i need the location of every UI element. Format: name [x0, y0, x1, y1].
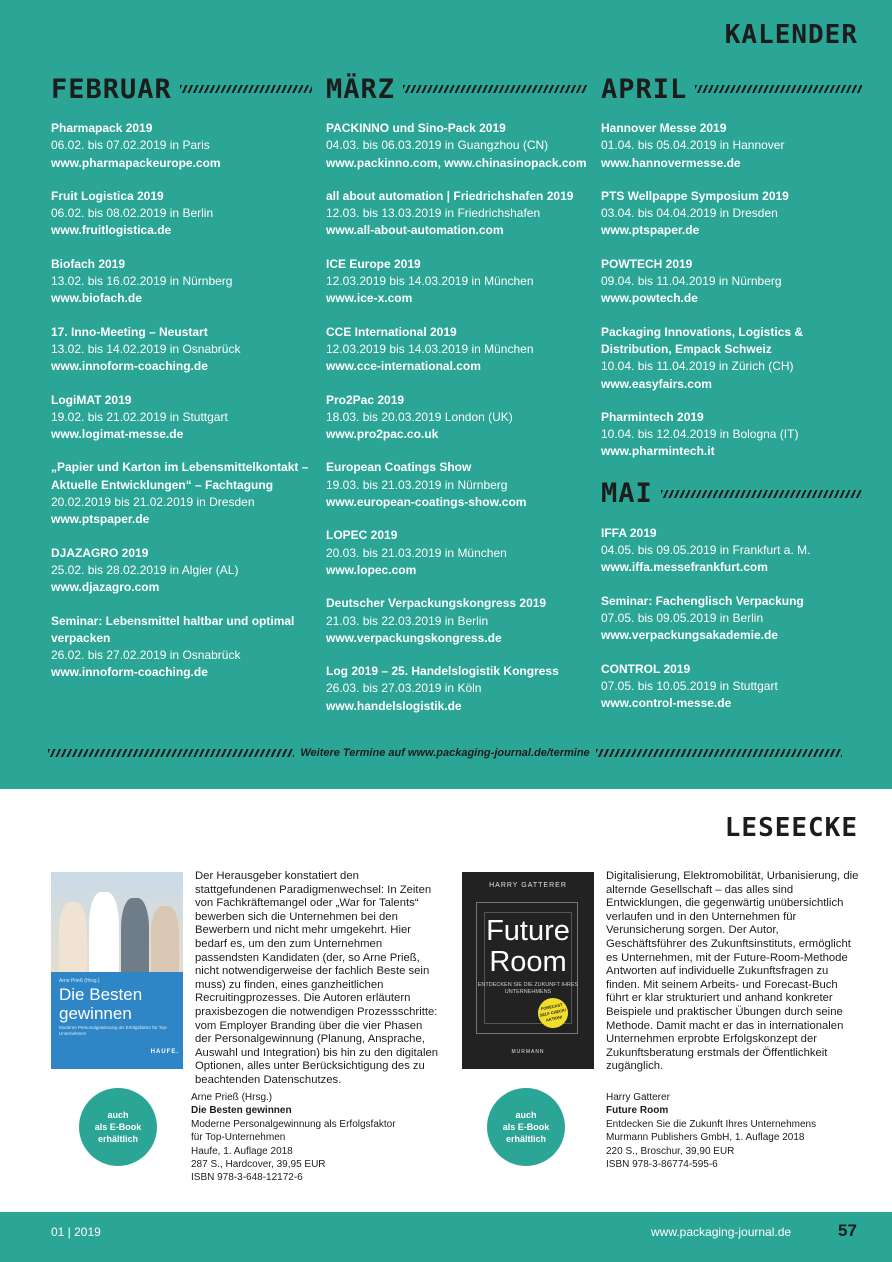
event-item: [326, 459, 591, 511]
book-subtitle: Moderne Personalgewinnung als Erfolgsfaktor: [191, 1118, 396, 1130]
event-date: 13.02. bis 16.02.2019 in Nürnberg: [51, 274, 233, 289]
cover-title: Die Besten gewinnen: [59, 985, 143, 1023]
event-title: POWTECH 2019: [601, 256, 693, 271]
book-format-price: 287 S., Hardcover, 39,95 EUR: [191, 1159, 326, 1171]
event-date: 25.02. bis 28.02.2019 in Algier (AL): [51, 562, 239, 577]
event-link[interactable]: www.pharmapackeurope.com: [51, 155, 221, 170]
publisher-logo: MURMANN: [511, 1049, 545, 1055]
event-date: 20.03. bis 21.03.2019 in München: [326, 545, 507, 560]
event-title: Packaging Innovations, Logistics & Distribution, Empack Schweiz: [601, 324, 804, 356]
event-title: PTS Wellpappe Symposium 2019: [601, 188, 789, 203]
publisher-logo: HAUFE.: [150, 1049, 179, 1055]
event-title: „Papier und Karton im Lebensmittelkontakt – Aktuelle Entwicklungen“ – Fachtagung: [51, 460, 309, 492]
book-subtitle: Entdecken Sie die Zukunft Ihres Unternehmens: [606, 1118, 817, 1130]
event-date: 06.02. bis 08.02.2019 in Berlin: [51, 206, 214, 221]
event-title: LogiMAT 2019: [51, 392, 132, 407]
book-isbn: ISBN 978-3-86774-595-6: [606, 1159, 718, 1171]
month-header: [326, 72, 591, 106]
page-number: 57: [838, 1221, 857, 1240]
cover-subtitle: Moderne Personalgewinnung als Erfolgsfaktor für Top-Unternehmen: [59, 1025, 168, 1036]
cover-sticker: FORECAST SELF CHECK! AKTION!: [535, 995, 571, 1031]
event-link[interactable]: www.ice-x.com: [326, 291, 413, 306]
event-date: 10.04. bis 11.04.2019 in Zürich (CH): [601, 359, 794, 374]
event-item: [51, 120, 316, 172]
event-title: European Coatings Show: [326, 460, 472, 475]
book-review-text: Der Herausgeber konstatiert den stattgefundenen Paradigmenwechsel: In Zeiten von Fachkräftemangel oder „War for Talents“ bewerben sich die Unternehmen bei den Bewerbern und nicht mehr umgekehrt. Hier bedarf es, um den zum Unternehmen passendsten Kandidaten (der, so Arne Prieß, nicht notwendigerweise der fachlich Beste sein muss) zu finden, eines ganzheitlichen Recruitingprozesses. Die Autoren erläutern praxisbezogen die notwendigen Prozessschritte: vom Employer Branding über die vier Phasen der Personalgewinnung (Planung, Ansprache, Auswahl und Integration) bis hin zu den digitalen Optionen, alles unter Berücksichtigung des zu beachtenden Datenschutzes.: [195, 870, 439, 1086]
event-date: 01.04. bis 05.04.2019 in Hannover: [601, 138, 785, 153]
cover-editor: Arne Prieß (Hrsg.): [59, 978, 100, 984]
event-date: 19.02. bis 21.02.2019 in Stuttgart: [51, 409, 228, 424]
event-item: [51, 188, 316, 240]
event-date: 18.03. bis 20.03.2019 London (UK): [326, 409, 513, 424]
hatch-divider: [661, 490, 862, 498]
cover-photo: [51, 872, 183, 972]
event-link[interactable]: www.biofach.de: [51, 291, 142, 306]
event-title: Deutscher Verpackungskongress 2019: [326, 596, 547, 611]
event-item: [326, 663, 591, 715]
event-item: [601, 593, 866, 645]
event-item: [51, 459, 316, 528]
book-cover-die-besten-gewinnen: [51, 872, 183, 1069]
event-title: Pharmapack 2019: [51, 121, 153, 135]
event-link[interactable]: www.packinno.com, www.chinasinopack.com: [326, 155, 587, 170]
event-item: [51, 256, 316, 308]
ebook-badge-line: auch: [515, 1110, 537, 1120]
cover-author: HARRY GATTERER: [489, 882, 567, 889]
event-link[interactable]: www.fruitlogistica.de: [51, 223, 172, 238]
event-link[interactable]: www.innoform-coaching.de: [51, 359, 208, 374]
event-item: [51, 613, 316, 682]
event-date: 03.04. bis 04.04.2019 in Dresden: [601, 206, 778, 221]
event-title: all about automation | Friedrichshafen 2019: [326, 188, 574, 203]
event-title: LOPEC 2019: [326, 528, 398, 543]
month-header: [601, 72, 866, 106]
calendar-column-3: [601, 72, 866, 728]
book-publisher: Haufe, 1. Auflage 2018: [191, 1145, 293, 1157]
book-bibliography: [606, 1091, 816, 1171]
cover-person: [59, 902, 87, 972]
ebook-badge: [487, 1088, 565, 1166]
event-date: 12.03.2019 bis 14.03.2019 in München: [326, 274, 534, 289]
event-date: 21.03. bis 22.03.2019 in Berlin: [326, 613, 489, 628]
event-link[interactable]: www.logimat-messe.de: [51, 427, 184, 442]
event-date: 04.03. bis 06.03.2019 in Guangzhou (CN): [326, 138, 549, 153]
event-title: PACKINNO und Sino-Pack 2019: [326, 121, 506, 135]
event-date: 26.03. bis 27.03.2019 in Köln: [326, 681, 482, 696]
event-link[interactable]: www.verpackungsakademie.de: [601, 628, 778, 643]
event-link[interactable]: www.cce-international.com: [326, 359, 481, 374]
ebook-badge-line: auch: [107, 1110, 129, 1120]
hatch-divider: [695, 85, 862, 93]
event-title: Biofach 2019: [51, 256, 126, 271]
ebook-badge-line: als E-Book: [94, 1122, 142, 1132]
hatch-divider: [180, 85, 312, 93]
event-item: [601, 120, 866, 172]
book-title: Die Besten gewinnen: [191, 1105, 292, 1117]
section-title-kalender: KALENDER: [724, 20, 858, 50]
event-date: 12.03.2019 bis 14.03.2019 in München: [326, 341, 534, 356]
event-title: CONTROL 2019: [601, 661, 691, 676]
event-link[interactable]: www.handelslogistik.de: [326, 698, 462, 713]
cover-person: [89, 892, 119, 972]
footer-website-link[interactable]: www.packaging-journal.de: [651, 1225, 792, 1239]
event-link[interactable]: www.ptspaper.de: [51, 512, 150, 527]
event-item: [51, 545, 316, 597]
event-link[interactable]: www.iffa.messefrankfurt.com: [601, 560, 768, 575]
event-date: 07.05. bis 09.05.2019 in Berlin: [601, 610, 764, 625]
event-title: Pro2Pac 2019: [326, 392, 405, 407]
event-item: [326, 392, 591, 444]
event-item: [326, 256, 591, 308]
event-link[interactable]: www.easyfairs.com: [601, 376, 712, 391]
book-title: Future Room: [606, 1105, 669, 1117]
event-title: Seminar: Lebensmittel haltbar und optimal verpacken: [51, 613, 295, 645]
event-item: [601, 188, 866, 240]
event-item: [326, 120, 591, 172]
cover-title: Future Room: [486, 915, 570, 978]
month-header: [601, 477, 866, 511]
event-date: 10.04. bis 12.04.2019 in Bologna (IT): [601, 427, 799, 442]
book-subtitle: für Top-Unternehmen: [191, 1132, 286, 1144]
ebook-badge-line: als E-Book: [502, 1122, 550, 1132]
event-date: 04.05. bis 09.05.2019 in Frankfurt a. M.: [601, 543, 811, 558]
event-item: [51, 324, 316, 376]
book-publisher: Murmann Publishers GmbH, 1. Auflage 2018: [606, 1132, 805, 1144]
event-link[interactable]: www.pharmintech.it: [601, 444, 715, 459]
event-title: CCE International 2019: [326, 324, 457, 339]
event-link[interactable]: www.ptspaper.de: [601, 223, 700, 238]
event-item: [326, 188, 591, 240]
cover-person: [121, 898, 149, 972]
hatch-divider: [596, 749, 842, 757]
event-item: [326, 324, 591, 376]
event-item: [601, 256, 866, 308]
hatch-divider: [403, 85, 587, 93]
cover-person: [151, 906, 179, 972]
event-date: 26.02. bis 27.02.2019 in Osnabrück: [51, 648, 241, 663]
calendar-column-1: [51, 72, 316, 698]
event-link[interactable]: www.all-about-automation.com: [326, 223, 504, 238]
event-item: [326, 527, 591, 579]
ebook-badge-line: erhältlich: [505, 1134, 546, 1144]
event-link[interactable]: www.lopec.com: [326, 562, 417, 577]
event-item: [326, 595, 591, 647]
book-cover-future-room: [462, 872, 594, 1069]
book-isbn: ISBN 978-3-648-12172-6: [191, 1172, 303, 1184]
month-name: APRIL: [601, 73, 688, 105]
book-editor: Arne Prieß (Hrsg.): [191, 1092, 273, 1103]
event-link[interactable]: www.pro2pac.co.uk: [326, 427, 439, 442]
event-item: [601, 661, 866, 713]
event-link[interactable]: www.djazagro.com: [51, 580, 160, 595]
event-link[interactable]: www.hannovermesse.de: [601, 155, 741, 170]
calendar-column-2: [326, 72, 591, 731]
more-dates-link[interactable]: Weitere Termine auf www.packaging-journal.de/termine: [300, 747, 590, 759]
event-date: 06.02. bis 07.02.2019 in Paris: [51, 138, 210, 153]
event-item: [601, 409, 866, 461]
book-author: Harry Gatterer: [606, 1092, 670, 1103]
event-date: 12.03. bis 13.03.2019 in Friedrichshafen: [326, 206, 541, 221]
event-date: 07.05. bis 10.05.2019 in Stuttgart: [601, 678, 778, 693]
month-name: MAI: [601, 478, 653, 510]
book-format-price: 220 S., Broschur, 39,90 EUR: [606, 1145, 735, 1157]
event-item: [601, 525, 866, 577]
event-title: 17. Inno-Meeting – Neustart: [51, 324, 208, 339]
event-title: IFFA 2019: [601, 525, 657, 540]
book-review-text: Digitalisierung, Elektromobilität, Urbanisierung, die alternde Gesellschaft – das alles sind Entwicklungen, die gegenwärtig unübersichtlich verlaufen und in den Unternehmen für Verunsicherung sorgen. Der Autor, Geschäftsführer des Zukunftsinstituts, ermöglicht es Unternehmen, mit der Future-Room-Methode Antworten auf individuelle Zukunftsfragen zu finden. Mit seinem Arbeits- und Forecast-Buch führt er klar strukturiert und anhand konkreter Beispiele und praktischer Übungen durch seine Methode. Damit macht er das in internationalen Unternehmen erprobte Erfolgskonzept der Zukunftsberatung erstmals der Öffentlichkeit zugänglich.: [606, 870, 859, 1073]
event-title: Seminar: Fachenglisch Verpackung: [601, 593, 804, 608]
issue-number: 01 | 2019: [51, 1225, 101, 1239]
event-date: 19.03. bis 21.03.2019 in Nürnberg: [326, 477, 508, 492]
event-link[interactable]: www.control-messe.de: [601, 696, 732, 711]
month-header: [51, 72, 316, 106]
month-name: FEBRUAR: [51, 73, 172, 105]
hatch-divider: [48, 749, 294, 757]
event-date: 13.02. bis 14.02.2019 in Osnabrück: [51, 341, 241, 356]
event-title: DJAZAGRO 2019: [51, 545, 149, 560]
cover-subtitle: ENTDECKEN SIE DIE ZUKUNFT IHRES UNTERNEHMENS: [477, 982, 579, 995]
ebook-badge: [79, 1088, 157, 1166]
book-bibliography: [191, 1091, 396, 1185]
event-link[interactable]: www.powtech.de: [601, 291, 698, 306]
ebook-badge-line: erhältlich: [97, 1134, 138, 1144]
event-title: Fruit Logistica 2019: [51, 188, 164, 203]
event-title: Hannover Messe 2019: [601, 121, 727, 135]
event-link[interactable]: www.verpackungskongress.de: [326, 630, 502, 645]
more-dates-note: [48, 747, 842, 759]
event-title: Log 2019 – 25. Handelslogistik Kongress: [326, 664, 559, 679]
event-title: Pharmintech 2019: [601, 409, 704, 424]
section-title-leseecke: LESEECKE: [724, 813, 858, 843]
event-link[interactable]: www.innoform-coaching.de: [51, 665, 208, 680]
event-item: [51, 392, 316, 444]
event-date: 09.04. bis 11.04.2019 in Nürnberg: [601, 274, 782, 289]
event-link[interactable]: www.european-coatings-show.com: [326, 495, 527, 510]
event-title: ICE Europe 2019: [326, 256, 421, 271]
event-item: [601, 324, 866, 393]
month-name: MÄRZ: [326, 73, 396, 105]
event-date: 20.02.2019 bis 21.02.2019 in Dresden: [51, 495, 255, 510]
